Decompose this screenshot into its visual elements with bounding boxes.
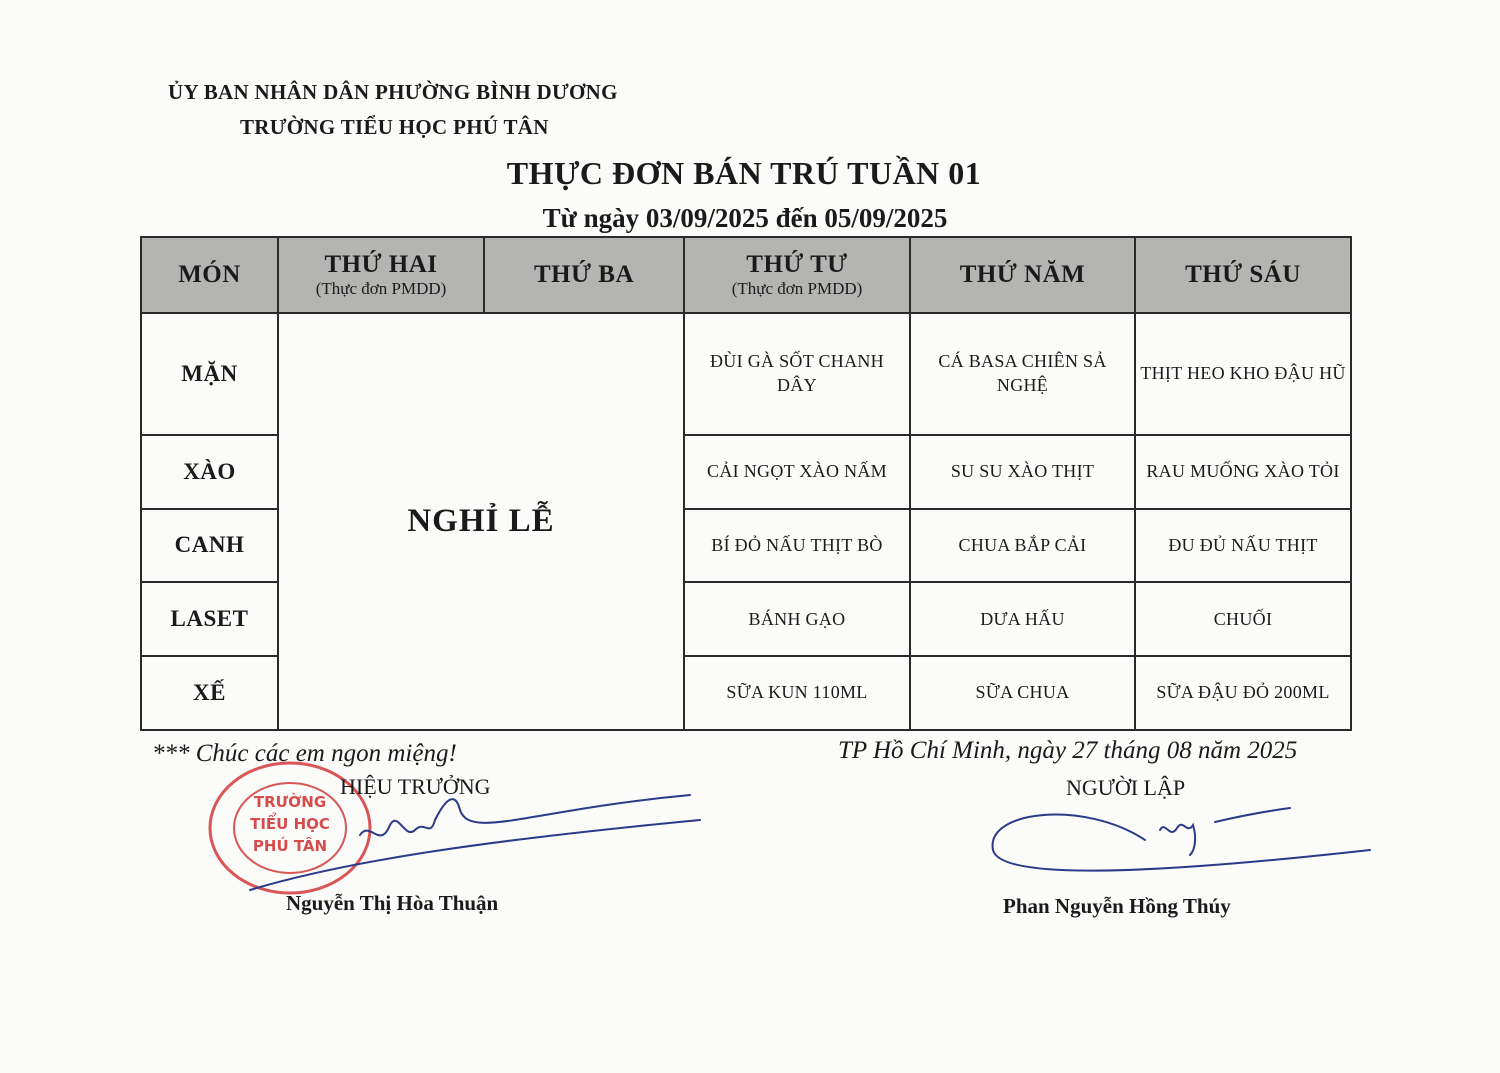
dish-cell-wednesday: BÍ ĐỎ NẤU THỊT BÒ xyxy=(684,509,910,583)
dish-cell-friday: SỮA ĐẬU ĐỎ 200ML xyxy=(1135,656,1351,730)
category-cell: CANH xyxy=(141,509,278,583)
col-label: THỨ NĂM xyxy=(959,261,1086,289)
dish-cell-friday: CHUỐI xyxy=(1135,582,1351,656)
dish-cell-thursday: SU SU XÀO THỊT xyxy=(910,435,1135,509)
dish-cell-thursday: CHUA BẮP CẢI xyxy=(910,509,1135,583)
date-range: Từ ngày 03/09/2025 đến 05/09/2025 xyxy=(542,203,948,233)
table-row xyxy=(141,313,1351,435)
preparer-name: Phan Nguyễn Hồng Thúy xyxy=(1003,894,1231,918)
org-line-2: TRƯỜNG TIỂU HỌC PHÚ TÂN xyxy=(240,115,549,139)
col-label: THỨ SÁU xyxy=(1185,261,1301,289)
preparer-signature-icon xyxy=(985,800,1375,885)
dish-cell-friday: RAU MUỐNG XÀO TỎI xyxy=(1135,435,1351,509)
dish-cell-friday: ĐU ĐỦ NẤU THỊT xyxy=(1135,509,1351,583)
dish-cell-friday: THỊT HEO KHO ĐẬU HŨ xyxy=(1135,313,1351,435)
dish-cell-thursday: DƯA HẤU xyxy=(910,582,1135,656)
col-label: THỨ HAI xyxy=(324,250,438,278)
dish-cell-thursday: CÁ BASA CHIÊN SẢ NGHỆ xyxy=(910,313,1135,435)
org-line-1: ỦY BAN NHÂN DÂN PHƯỜNG BÌNH DƯƠNG xyxy=(168,80,618,104)
preparer-role: NGƯỜI LẬP xyxy=(1066,775,1186,800)
principal-role: HIỆU TRƯỞNG xyxy=(340,774,491,799)
holiday-cell: NGHỈ LỄ xyxy=(278,313,684,730)
menu-table xyxy=(140,236,1352,731)
place-date: TP Hồ Chí Minh, ngày 27 tháng 08 năm 2025 xyxy=(838,737,1298,764)
col-header-friday xyxy=(1135,237,1351,313)
col-label: MÓN xyxy=(178,261,241,289)
category-cell: MẶN xyxy=(141,313,278,435)
dish-cell-thursday: SỮA CHUA xyxy=(910,656,1135,730)
category-cell: XẾ xyxy=(141,656,278,730)
col-note: (Thực đơn PMDD) xyxy=(731,279,863,299)
dish-cell-wednesday: CẢI NGỌT XÀO NẤM xyxy=(684,435,910,509)
category-cell: LASET xyxy=(141,582,278,656)
page-title: THỰC ĐƠN BÁN TRÚ TUẦN 01 xyxy=(506,155,982,191)
svg-text:PHÚ TÂN: PHÚ TÂN xyxy=(252,837,328,855)
col-header-thursday xyxy=(910,237,1135,313)
svg-text:TIỂU HỌC: TIỂU HỌC xyxy=(250,815,330,833)
category-cell: XÀO xyxy=(141,435,278,509)
col-header-dish xyxy=(141,237,278,313)
greeting-note: *** Chúc các em ngon miệng! xyxy=(152,740,457,767)
col-label: THỨ BA xyxy=(534,261,634,289)
dish-cell-wednesday: BÁNH GẠO xyxy=(684,582,910,656)
principal-signature-icon xyxy=(230,780,710,900)
dish-cell-wednesday: ĐÙI GÀ SỐT CHANH DÂY xyxy=(684,313,910,435)
col-header-tuesday xyxy=(484,237,684,313)
col-label: THỨ TƯ xyxy=(746,250,848,278)
dish-cell-wednesday: SỮA KUN 110ML xyxy=(684,656,910,730)
table-header-row xyxy=(141,237,1351,313)
principal-name: Nguyễn Thị Hòa Thuận xyxy=(286,891,499,915)
col-note: (Thực đơn PMDD) xyxy=(315,279,447,299)
svg-text:TRƯỜNG: TRƯỜNG xyxy=(253,793,327,811)
col-header-wednesday xyxy=(684,237,910,313)
col-header-monday xyxy=(278,237,484,313)
